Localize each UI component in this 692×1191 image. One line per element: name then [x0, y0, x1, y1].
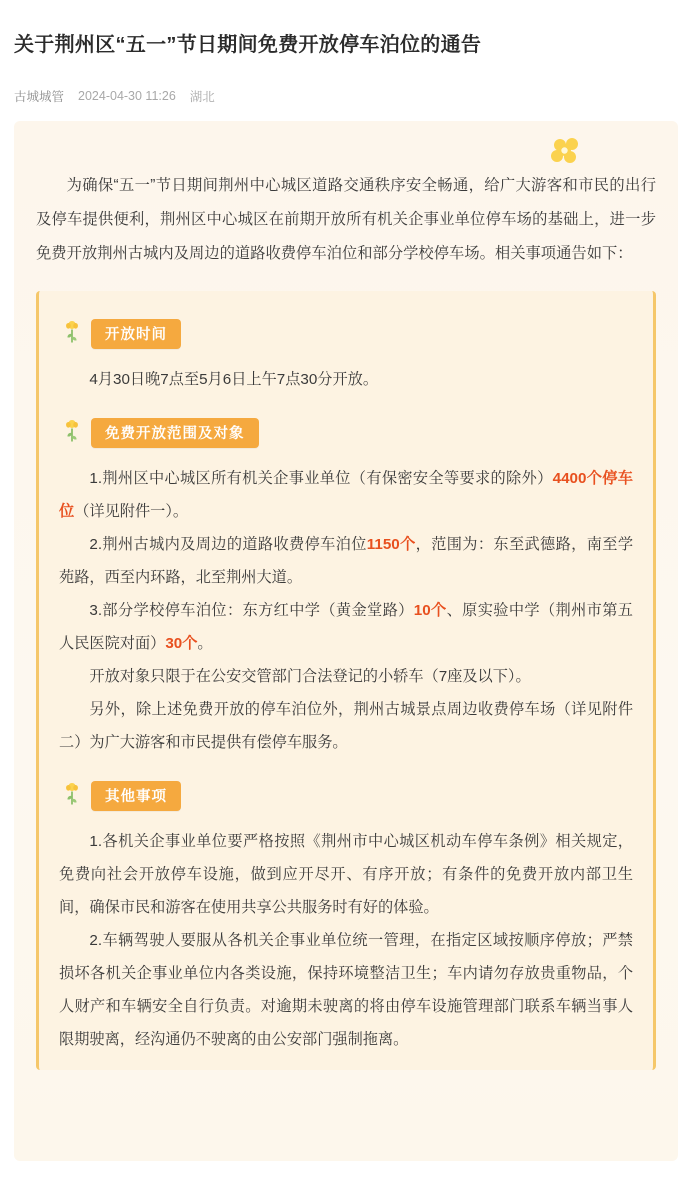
section-label: 开放时间 [91, 319, 181, 349]
section-label: 免费开放范围及对象 [91, 418, 259, 448]
sections-card [36, 291, 656, 1070]
section-paragraph: 1.各机关企事业单位要严格按照《荆州市中心城区机动车停车条例》相关规定，免费向社会开放停车设施，做到应开尽开、有序开放；有条件的免费开放内部卫生间，确保市民和游客在使用共享公共服务时有好的体验。 [59, 832, 633, 916]
meta-date: 2024-04-30 11:26 [78, 88, 176, 103]
page-title: 关于荆州区“五一”节日期间免费开放停车泊位的通告 [14, 34, 482, 57]
section-paragraph: 另外，除上述免费开放的停车泊位外，荆州古城景点周边收费停车场（详见附件二）为广大游客和市民提供有偿停车服务。 [59, 700, 633, 751]
section-paragraph: 2.荆州古城内及周边的道路收费停车泊位1150个，范围为：东至武德路，南至学苑路，西至内环路，北至荆州大道。 [59, 535, 634, 586]
section-open-time [47, 307, 645, 396]
tulip-icon [61, 317, 83, 351]
article-meta [0, 73, 692, 121]
tulip-icon [61, 416, 83, 450]
section-body [47, 363, 645, 396]
section-label: 其他事项 [91, 781, 181, 811]
intro-paragraph: 为确保“五一”节日期间荆州中心城区道路交通秩序安全畅通，给广大游客和市民的出行及停车提供便利，荆州区中心城区在前期开放所有机关企事业单位停车场的基础上，进一步免费开放荆州古城内及周边的道路收费停车泊位和部分学校停车场。相关事项通告如下： [36, 176, 656, 262]
article [0, 13, 692, 1160]
section-header [47, 406, 645, 454]
meta-location: 湖北 [189, 89, 215, 104]
highlight-number: 10个 [413, 601, 447, 619]
tulip-icon [61, 779, 83, 813]
highlight-number: 30个 [165, 634, 198, 652]
section-body [47, 462, 645, 759]
section-header [47, 307, 645, 355]
article-body-card [14, 121, 678, 1161]
section-other-matters [47, 769, 645, 1056]
decoration-top [26, 135, 666, 169]
section-header [47, 769, 645, 817]
section-free-scope [47, 406, 645, 759]
section-paragraph: 1.荆州区中心城区所有机关企事业单位（有保密安全等要求的除外）4400个停车位（详见附件一）。 [59, 469, 633, 520]
section-paragraph: 3.部分学校停车泊位：东方红中学（黄金堂路）10个、原实验中学（荆州市第五人民医院对面）30个。 [59, 601, 633, 652]
section-paragraph: 2.车辆驾驶人要服从各机关企事业单位统一管理，在指定区域按顺序停放；严禁损坏各机关企事业单位内各类设施，保持环境整洁卫生；车内请勿存放贵重物品，个人财产和车辆安全自行负责。对逾期未驶离的将由停车设施管理部门联系车辆当事人限期驶离，经沟通仍不驶离的由公安部门强制拖离。 [59, 931, 633, 1048]
section-paragraph: 4月30日晚7点至5月6日上午7点30分开放。 [89, 370, 379, 388]
meta-source: 古城城管 [14, 89, 65, 104]
spacer [47, 759, 645, 769]
section-body [47, 825, 645, 1056]
spacer [47, 396, 645, 406]
section-paragraph: 开放对象只限于在公安交管部门合法登记的小轿车（7座及以下）。 [89, 667, 531, 685]
highlight-number: 1150个 [366, 535, 416, 553]
highlight-number: 4400个停车位 [59, 469, 633, 520]
